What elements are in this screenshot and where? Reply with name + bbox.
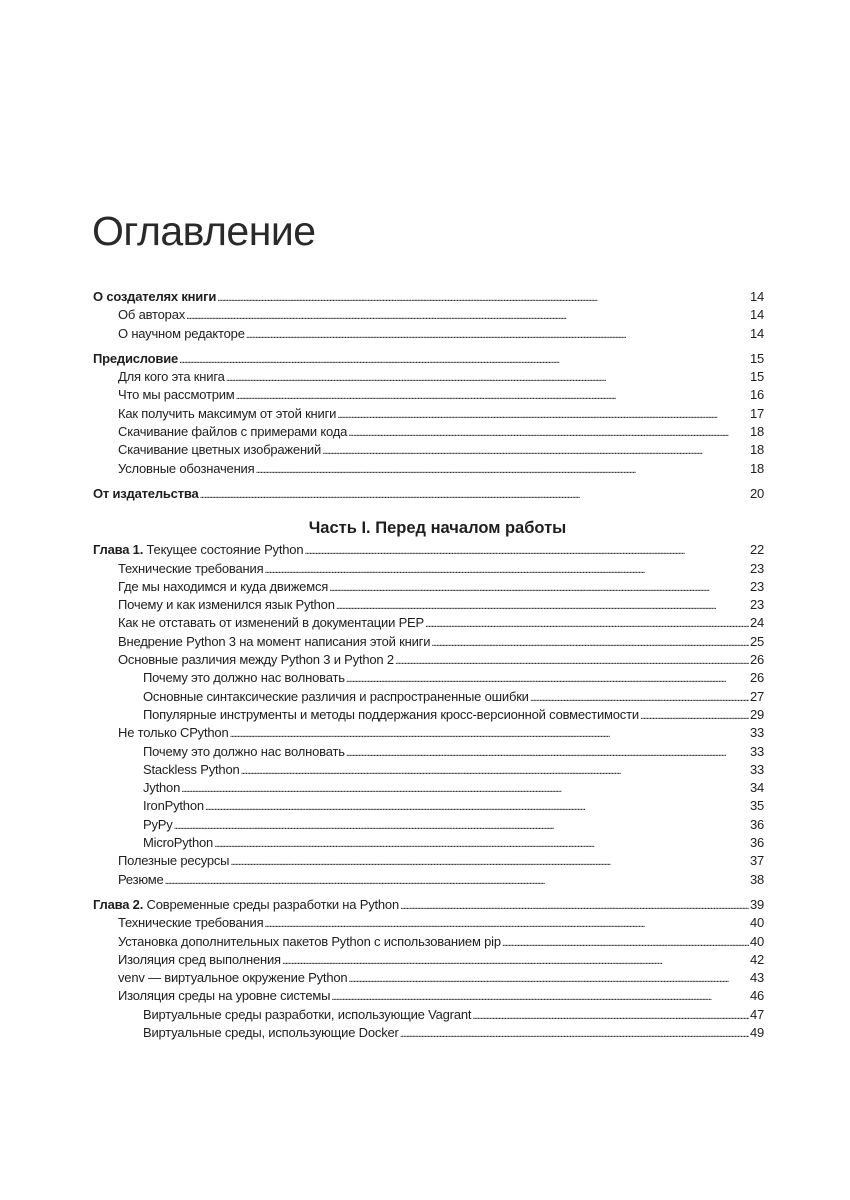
toc-entry[interactable] xyxy=(93,706,764,724)
entry-title: Условные обозначения xyxy=(118,460,255,476)
page-number: 43 xyxy=(749,970,764,986)
entry-title: Полезные ресурсы xyxy=(118,853,230,869)
page-number: 24 xyxy=(749,615,764,631)
page-number: 20 xyxy=(749,485,764,501)
entry-title: Внедрение Python 3 на момент написания этой книги xyxy=(118,633,431,649)
entry-title: Не только CPython xyxy=(118,725,229,741)
entry-title: venv — виртуальное окружение Python xyxy=(118,970,348,986)
dot-leader xyxy=(431,633,749,651)
dot-leader xyxy=(205,797,749,815)
page-number: 23 xyxy=(749,578,764,594)
chapter-entry[interactable] xyxy=(93,541,764,559)
toc-entry[interactable] xyxy=(93,306,764,324)
page-number: 14 xyxy=(749,325,764,341)
dot-leader xyxy=(282,951,749,969)
dot-leader xyxy=(200,485,749,503)
dot-leader xyxy=(346,743,749,761)
page-number: 37 xyxy=(749,853,764,869)
toc-entry[interactable] xyxy=(93,441,764,459)
entry-title: Почему и как изменился язык Python xyxy=(118,597,335,613)
toc-entry[interactable] xyxy=(93,688,764,706)
dot-leader xyxy=(331,987,749,1005)
entry-title xyxy=(93,541,303,559)
entry-title: MicroPython xyxy=(143,835,214,851)
page-number: 23 xyxy=(749,560,764,576)
toc-group xyxy=(93,896,764,1042)
toc-entry[interactable] xyxy=(93,325,764,343)
entry-title: Популярные инструменты и методы поддержания кросс-версионной совместимости xyxy=(143,706,639,722)
toc-entry[interactable] xyxy=(93,743,764,761)
entry-title: Почему это должно нас волновать xyxy=(143,743,345,759)
dot-leader xyxy=(226,368,749,386)
toc-entry[interactable] xyxy=(93,852,764,870)
dot-leader xyxy=(400,1024,749,1042)
dot-leader xyxy=(174,816,749,834)
toc-entry[interactable] xyxy=(93,633,764,651)
dot-leader xyxy=(530,688,749,706)
entry-title: Технические требования xyxy=(118,560,264,576)
dot-leader xyxy=(214,834,749,852)
page-number: 14 xyxy=(749,289,764,304)
dot-leader xyxy=(304,541,749,559)
entry-title: Как не отставать от изменений в документации PEP xyxy=(118,615,424,631)
entry-title: Почему это должно нас волновать xyxy=(143,670,345,686)
dot-leader xyxy=(346,669,749,687)
toc-entry[interactable] xyxy=(93,288,764,306)
page-number: 36 xyxy=(749,816,764,832)
dot-leader xyxy=(329,578,749,596)
entry-title: Изоляция сред выполнения xyxy=(118,951,281,967)
dot-leader xyxy=(179,350,749,368)
dot-leader xyxy=(230,852,749,870)
dot-leader xyxy=(348,969,749,987)
page-number: 18 xyxy=(749,460,764,476)
page-number: 42 xyxy=(749,951,764,967)
toc-entry[interactable] xyxy=(93,951,764,969)
entry-title: От издательства xyxy=(93,485,199,501)
entry-title: Изоляция среды на уровне системы xyxy=(118,988,331,1004)
dot-leader xyxy=(255,460,748,478)
page-number: 34 xyxy=(749,780,764,796)
entry-title: Резюме xyxy=(118,871,164,887)
toc-entry[interactable] xyxy=(93,368,764,386)
toc-entry[interactable] xyxy=(93,816,764,834)
toc-entry[interactable] xyxy=(93,797,764,815)
entry-title: Скачивание цветных изображений xyxy=(118,442,322,458)
dot-leader xyxy=(472,1006,749,1024)
toc-entry[interactable] xyxy=(93,614,764,632)
chapter-title: Современные среды разработки на Python xyxy=(146,896,399,912)
entry-title: Виртуальные среды, использующие Docker xyxy=(143,1024,399,1040)
page-title: Оглавление xyxy=(92,208,316,254)
page-number: 26 xyxy=(749,652,764,668)
page-number: 22 xyxy=(749,542,764,558)
dot-leader xyxy=(241,761,749,779)
toc-entry[interactable] xyxy=(93,933,764,951)
toc-entry[interactable] xyxy=(93,1024,764,1042)
toc-entry[interactable] xyxy=(93,761,764,779)
entry-title: Что мы рассмотрим xyxy=(118,387,235,403)
page-number: 29 xyxy=(749,706,764,722)
page-number: 17 xyxy=(749,405,764,421)
page-number: 27 xyxy=(749,688,764,704)
toc-entry[interactable] xyxy=(93,871,764,889)
toc-group xyxy=(93,485,764,503)
entry-title: Как получить максимум от этой книги xyxy=(118,405,337,421)
toc-entry[interactable] xyxy=(93,834,764,852)
dot-leader xyxy=(337,405,749,423)
toc-entry[interactable] xyxy=(93,405,764,423)
dot-leader xyxy=(348,423,749,441)
page-number: 38 xyxy=(749,871,764,887)
toc-entry[interactable] xyxy=(93,386,764,404)
page-number: 15 xyxy=(749,369,764,385)
part-heading: Часть I. Перед началом работы xyxy=(308,519,567,538)
entry-title: Технические требования xyxy=(118,915,264,931)
toc-group xyxy=(93,541,764,889)
entry-title: Для кого эта книга xyxy=(118,369,225,385)
toc-entry[interactable] xyxy=(93,560,764,578)
toc-entry[interactable] xyxy=(93,987,764,1005)
page-number: 36 xyxy=(749,835,764,851)
chapter-number: Глава 2. xyxy=(93,896,144,912)
dot-leader xyxy=(502,933,749,951)
page-number: 49 xyxy=(749,1024,764,1040)
toc-entry[interactable] xyxy=(93,969,764,987)
entry-title xyxy=(93,896,399,914)
dot-leader xyxy=(425,614,749,632)
page-number: 33 xyxy=(749,743,764,759)
page-number: 16 xyxy=(749,387,764,403)
toc-entry[interactable] xyxy=(93,460,764,478)
dot-leader xyxy=(181,779,749,797)
entry-title: Основные различия между Python 3 и Python 2 xyxy=(118,652,394,668)
page-number: 47 xyxy=(749,1006,764,1022)
toc-entry[interactable] xyxy=(93,724,764,742)
toc-entry[interactable] xyxy=(93,596,764,614)
toc-entry[interactable] xyxy=(93,485,764,503)
entry-title: Об авторах xyxy=(118,307,186,323)
page-number: 46 xyxy=(749,988,764,1004)
toc-entry[interactable] xyxy=(93,350,764,368)
toc-entry[interactable] xyxy=(93,779,764,797)
dot-leader xyxy=(322,441,749,459)
page-number: 18 xyxy=(749,424,764,440)
entry-title: О создателях книги xyxy=(93,289,217,304)
toc-entry[interactable] xyxy=(93,914,764,932)
entry-title: Установка дополнительных пакетов Python с использованием pip xyxy=(118,933,501,949)
dot-leader xyxy=(400,896,749,914)
page-number: 23 xyxy=(749,597,764,613)
toc-entry[interactable] xyxy=(93,578,764,596)
page-number: 39 xyxy=(749,896,764,912)
toc-entry[interactable] xyxy=(93,1006,764,1024)
entry-title: О научном редакторе xyxy=(118,325,245,341)
dot-leader xyxy=(336,596,749,614)
toc-group xyxy=(93,288,764,343)
page-number: 40 xyxy=(749,915,764,931)
toc-entry[interactable] xyxy=(93,651,764,669)
entry-title: Где мы находимся и куда движемся xyxy=(118,578,329,594)
entry-title: Stackless Python xyxy=(143,761,240,777)
page-number: 33 xyxy=(749,725,764,741)
toc-entry[interactable] xyxy=(93,423,764,441)
dot-leader xyxy=(236,386,749,404)
chapter-number: Глава 1. xyxy=(93,542,144,558)
toc-entry[interactable] xyxy=(93,669,764,687)
dot-leader xyxy=(186,306,749,324)
entry-title: Скачивание файлов с примерами кода xyxy=(118,424,348,440)
entry-title: PyPy xyxy=(143,816,173,832)
dot-leader xyxy=(264,914,749,932)
toc-group xyxy=(93,350,764,478)
entry-title: Виртуальные среды разработки, использующие Vagrant xyxy=(143,1006,472,1022)
dot-leader xyxy=(264,560,749,578)
chapter-title: Текущее состояние Python xyxy=(146,542,304,558)
page-number: 26 xyxy=(749,670,764,686)
entry-title: Основные синтаксические различия и распространенные ошибки xyxy=(143,688,529,704)
page-number: 14 xyxy=(749,307,764,323)
entry-title: Jython xyxy=(143,780,181,796)
page-number: 35 xyxy=(749,798,764,814)
dot-leader xyxy=(640,706,749,724)
dot-leader xyxy=(246,325,749,343)
page-number: 15 xyxy=(749,350,764,366)
dot-leader xyxy=(395,651,749,669)
entry-title: IronPython xyxy=(143,798,204,814)
dot-leader xyxy=(217,288,749,306)
dot-leader xyxy=(165,871,749,889)
page-number: 25 xyxy=(749,633,764,649)
table-of-contents xyxy=(93,288,764,1049)
page-number: 33 xyxy=(749,761,764,777)
chapter-entry[interactable] xyxy=(93,896,764,914)
page-number: 18 xyxy=(749,442,764,458)
page-number: 40 xyxy=(749,933,764,949)
entry-title: Предисловие xyxy=(93,350,179,366)
dot-leader xyxy=(229,724,748,742)
